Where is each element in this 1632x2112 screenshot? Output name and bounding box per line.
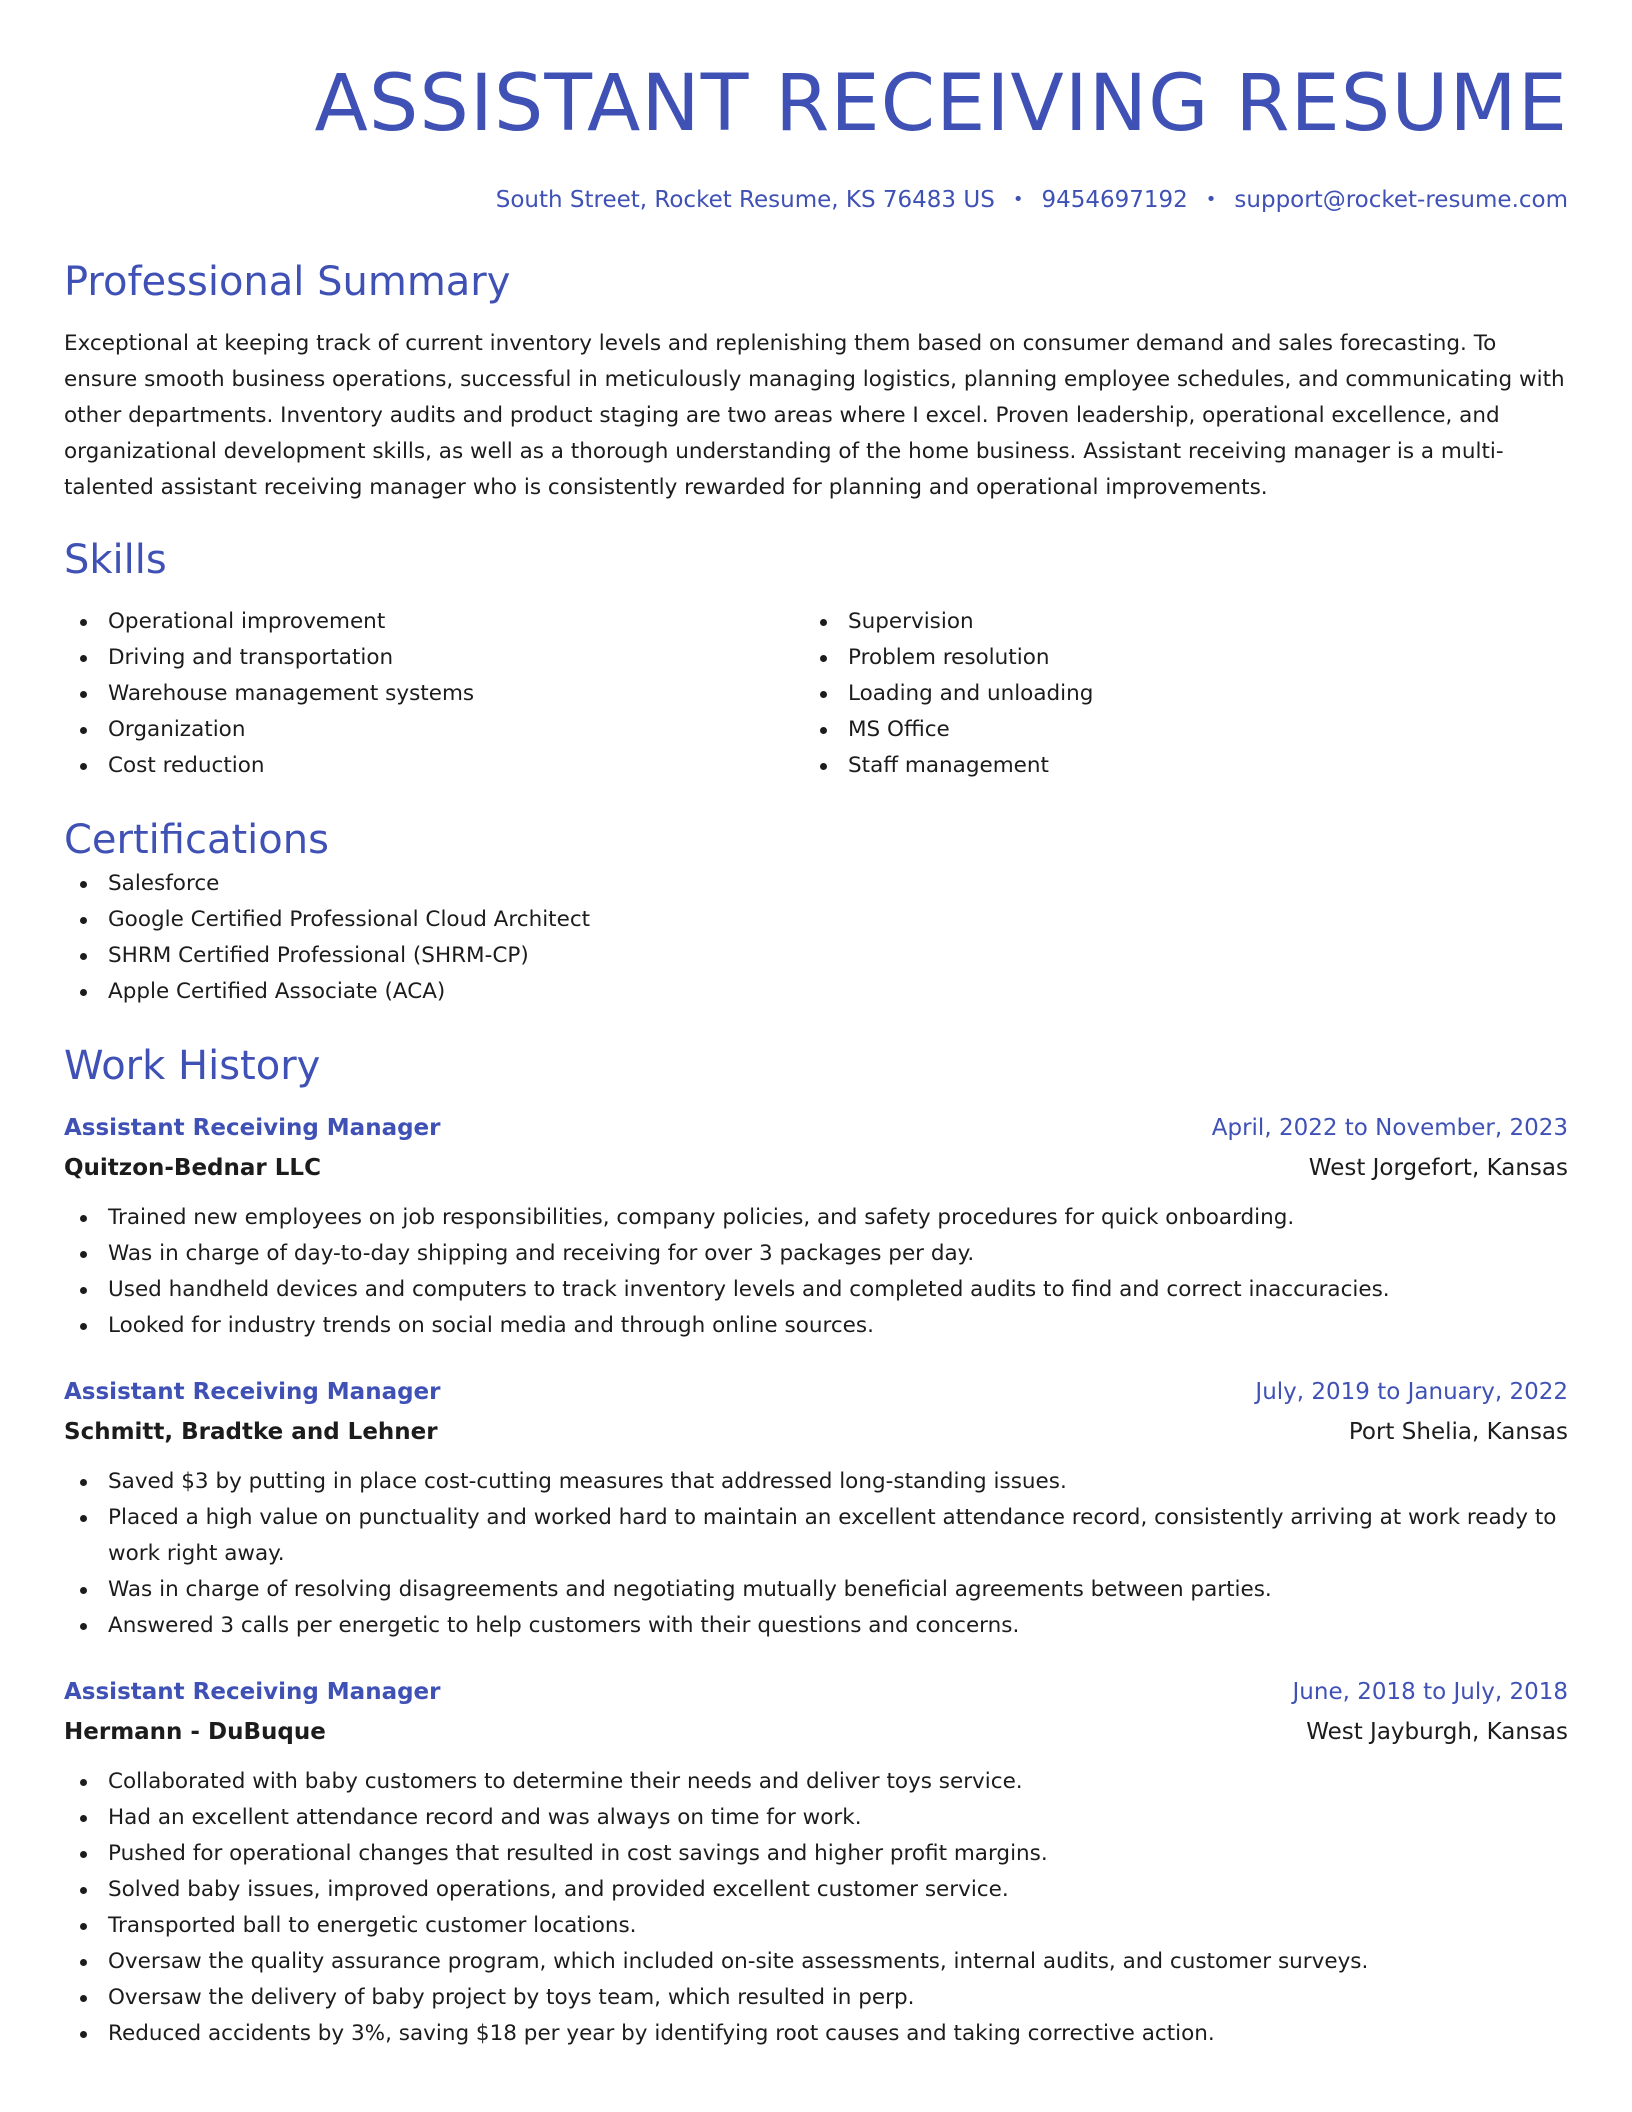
job-title: Assistant Receiving Manager [64, 1379, 441, 1405]
job-dates: April, 2022 to November, 2023 [1211, 1115, 1568, 1141]
job-bullet: Was in charge of day-to-day shipping and receiving for over 3 packages per day. [64, 1236, 1568, 1272]
skill-item: Cost reduction [64, 748, 804, 784]
summary-heading: Professional Summary [64, 259, 511, 305]
job-bullet: Reduced accidents by 3%, saving $18 per year by identifying root causes and taking corrective action. [64, 2016, 1568, 2052]
skill-item: Loading and unloading [804, 676, 1544, 712]
job-location: West Jorgefort, Kansas [1308, 1155, 1568, 1181]
job-location: West Jayburgh, Kansas [1306, 1719, 1568, 1745]
certifications-list [64, 866, 1568, 1010]
job-bullet: Had an excellent attendance record and was always on time for work. [64, 1800, 1568, 1836]
job-entry [64, 1672, 1568, 2052]
job-bullet: Collaborated with baby customers to determine their needs and deliver toys service. [64, 1764, 1568, 1800]
skill-item: Supervision [804, 604, 1544, 640]
job-dates: July, 2019 to January, 2022 [1255, 1379, 1568, 1405]
contact-email: support@rocket-resume.com [1234, 187, 1568, 213]
work-history-heading: Work History [64, 1043, 321, 1089]
job-bullets [64, 1764, 1568, 2052]
job-bullet: Trained new employees on job responsibilities, company policies, and safety procedures for quick onboarding. [64, 1200, 1568, 1236]
job-bullet: Used handheld devices and computers to track inventory levels and completed audits to find and correct inaccuracies. [64, 1272, 1568, 1308]
job-company: Schmitt, Bradtke and Lehner [64, 1419, 438, 1445]
contact-address: South Street, Rocket Resume, KS 76483 US [495, 187, 995, 213]
job-company-row [64, 1148, 1568, 1188]
job-company-row [64, 1412, 1568, 1452]
job-bullet: Placed a high value on punctuality and worked hard to maintain an excellent attendance record, consistently arriving at work ready to work right away. [64, 1500, 1568, 1572]
skill-item: Staff management [804, 748, 1544, 784]
job-bullet: Transported ball to energetic customer locations. [64, 1908, 1568, 1944]
job-title: Assistant Receiving Manager [64, 1679, 441, 1705]
skill-item: Operational improvement [64, 604, 804, 640]
job-bullet: Oversaw the quality assurance program, which included on-site assessments, internal audits, and customer surveys. [64, 1944, 1568, 1980]
job-bullets [64, 1464, 1568, 1644]
certification-item: SHRM Certified Professional (SHRM-CP) [64, 938, 1568, 974]
skill-item: Organization [64, 712, 804, 748]
job-location: Port Shelia, Kansas [1348, 1419, 1568, 1445]
job-dates: June, 2018 to July, 2018 [1292, 1679, 1568, 1705]
job-bullet: Solved baby issues, improved operations, and provided excellent customer service. [64, 1872, 1568, 1908]
contact-phone: 9454697192 [1041, 187, 1188, 213]
contact-separator: • [1012, 189, 1024, 210]
skill-item: Driving and transportation [64, 640, 804, 676]
skills-columns [64, 604, 1568, 784]
job-bullet: Saved $3 by putting in place cost-cutting measures that addressed long-standing issues. [64, 1464, 1568, 1500]
certifications-heading: Certifications [64, 817, 329, 863]
job-entry [64, 1372, 1568, 1644]
certification-item: Apple Certified Associate (ACA) [64, 974, 1568, 1010]
job-company: Quitzon-Bednar LLC [64, 1155, 321, 1181]
job-title: Assistant Receiving Manager [64, 1115, 441, 1141]
job-bullet: Answered 3 calls per energetic to help customers with their questions and concerns. [64, 1608, 1568, 1644]
skill-item: Warehouse management systems [64, 676, 804, 712]
job-entry [64, 1108, 1568, 1344]
job-header-row [64, 1672, 1568, 1712]
job-bullet: Pushed for operational changes that resulted in cost savings and higher profit margins. [64, 1836, 1568, 1872]
certification-item: Salesforce [64, 866, 1568, 902]
skills-list-right [804, 604, 1544, 784]
certification-item: Google Certified Professional Cloud Architect [64, 902, 1568, 938]
contact-line [64, 184, 1568, 216]
job-company: Hermann - DuBuque [64, 1719, 326, 1745]
job-bullet: Was in charge of resolving disagreements and negotiating mutually beneficial agreements between parties. [64, 1572, 1568, 1608]
contact-separator: • [1205, 189, 1217, 210]
skill-item: Problem resolution [804, 640, 1544, 676]
job-bullets [64, 1200, 1568, 1344]
skills-list-left [64, 604, 804, 784]
job-bullet: Looked for industry trends on social media and through online sources. [64, 1308, 1568, 1344]
job-header-row [64, 1372, 1568, 1412]
job-company-row [64, 1712, 1568, 1752]
skill-item: MS Office [804, 712, 1544, 748]
job-bullet: Oversaw the delivery of baby project by toys team, which resulted in perp. [64, 1980, 1568, 2016]
resume-title: ASSISTANT RECEIVING RESUME [314, 59, 1568, 149]
skills-heading: Skills [64, 537, 167, 583]
job-header-row [64, 1108, 1568, 1148]
summary-text: Exceptional at keeping track of current inventory levels and replenishing them based on consumer demand and sales forecasting. To ensure smooth business operations, successful in meticulously managing logistics, planning employee schedules, and communicating with other departments. Inventory audits and product staging are two areas where I excel. Proven leadership, operational excellence, and organizational development skills, as well as a thorough understanding of the home business. Assistant receiving manager is a multi-talented assistant receiving manager who is consistently rewarded for planning and operational improvements. [64, 331, 1565, 500]
